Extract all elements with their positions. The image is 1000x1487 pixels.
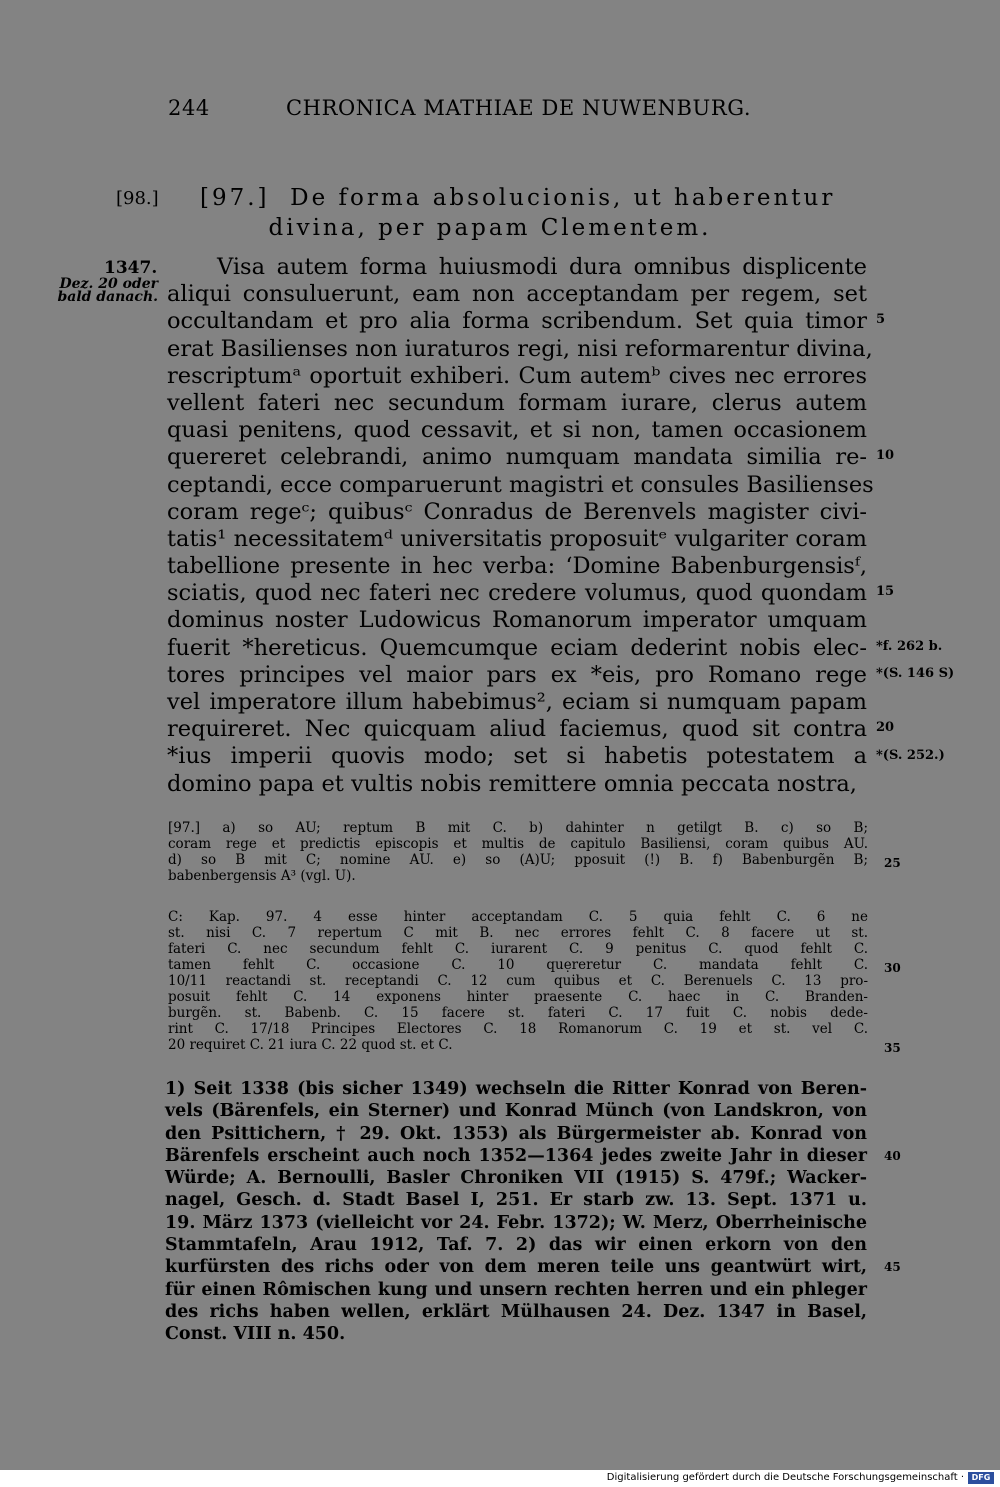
footnote-line: 1) Seit 1338 (bis sicher 1349) wechseln die Ritter Konrad von Beren-	[165, 1079, 867, 1099]
footer-bar	[0, 1470, 1000, 1487]
line-number: *(S. 252.)	[876, 747, 945, 763]
note-line: st. nisi C. 7 repertum C mit B. nec errores fehlt C. 8 facere ut st.	[168, 925, 868, 941]
footnote-line: Bärenfels erscheint auch noch 1352—1364 jedes zweite Jahr in dieser	[165, 1145, 867, 1166]
footnotes	[165, 1078, 867, 1346]
chapter-number-inner: [97.]	[200, 185, 270, 211]
note-line: burgẽn. st. Babenb. C. 15 facere st. fateri C. 17 fuit C. nobis dede-	[168, 1005, 868, 1021]
text-line: vel imperatore illum habebimus², eciam si numquam papam	[167, 689, 867, 715]
footnote-line: für einen Rômischen kung und unsern rechten herren und ein phleger	[165, 1279, 867, 1300]
note-line: posuit fehlt C. 14 exponens hinter praesente C. haec in C. Branden-	[168, 989, 868, 1005]
footnote-line: vels (Bärenfels, ein Sterner) und Konrad Münch (von Landskron, von	[165, 1101, 867, 1122]
main-text	[167, 254, 874, 798]
text-line: sciatis, quod nec fateri nec credere volumus, quod quondam	[167, 580, 867, 607]
running-title: CHRONICA MATHIAE DE NUWENBURG.	[286, 96, 752, 120]
note-line: C: Kap. 97. 4 esse hinter acceptandam C. 5 quia fehlt C. 6 ne	[168, 909, 868, 925]
margin-year: 1347.	[104, 258, 158, 278]
note-line: fateri C. nec secundum fehlt C. iurarent C. 9 penitus C. quod fehlt C.	[168, 941, 868, 957]
text-line: quereret celebrandi, animo numquam mandata similia re-	[167, 444, 867, 471]
line-number: 45	[884, 1260, 901, 1275]
line-number: *(S. 146 S)	[876, 666, 955, 681]
note-line: babenbergensis A³ (vgl. U).	[168, 868, 356, 884]
margin-date-note	[54, 278, 158, 304]
chapter-heading	[200, 183, 870, 243]
page-number: 244	[168, 96, 210, 120]
text-line: requireret. Nec quicquam aliud faciemus, quod sit contra	[167, 716, 867, 743]
note-line: 10/11 reactandi st. receptandi C. 12 cum quibus et C. Berenuels C. 13 pro-	[168, 973, 868, 989]
text-line: tores principes vel maior pars ex *eis, pro Romano rege	[167, 661, 867, 688]
running-head	[168, 96, 751, 120]
margin-date-line1: Dez. 20 oder	[59, 276, 158, 292]
note-line: d) so B mit C; nomine AU. e) so (A)U; pposuit (!) B. f) Babenburgẽn B;	[168, 852, 868, 868]
line-number: 20	[876, 720, 895, 736]
text-line: Visa autem forma huiusmodi dura omnibus displicente	[217, 254, 867, 280]
footnote-line: kurfürsten des richs oder von dem meren teile uns geantwürt wirt,	[165, 1257, 867, 1278]
line-number: 10	[876, 448, 895, 464]
line-number: 40	[884, 1148, 901, 1163]
text-line: ceptandi, ecce comparuerunt magistri et consules Basilienses	[167, 471, 874, 498]
note-line: rint C. 17/18 Principes Electores C. 18 Romanorum C. 19 et st. vel C.	[168, 1021, 868, 1037]
chapter-number-outer: [98.]	[116, 188, 159, 209]
text-line: dominus noster Ludowicus Romanorum imperator umquam	[167, 607, 867, 634]
text-line: erat Basilienses non iuraturos regi, nisi reformarentur divina,	[167, 335, 873, 362]
note-line: tamen fehlt C. occasione C. 10 quẹreretur C. mandata fehlt C.	[168, 957, 868, 973]
line-number: *f. 262 b.	[876, 638, 943, 654]
text-line: tatis¹ necessitatemᵈ universitatis proposuitᵉ vulgariter coram	[167, 525, 867, 552]
note-line: [97.] a) so AU; reptum B mit C. b) dahinter n getilgt B. c) so B;	[168, 820, 868, 836]
text-line: vellent fateri nec secundum formam iurare, clerus autem	[167, 389, 867, 416]
line-number: 35	[884, 1041, 901, 1055]
text-line: quasi penitens, quod cessavit, et si non, tamen occasionem	[167, 417, 867, 444]
footnote-line: den Psittichern, † 29. Okt. 1353) als Bürgermeister ab. Konrad von	[165, 1123, 867, 1144]
text-line: fuerit *hereticus. Quemcumque eciam dederint nobis elec-	[167, 634, 867, 661]
variant-notes-c	[168, 909, 868, 1053]
text-line: *ius imperii quovis modo; set si habetis potestatem a	[167, 743, 867, 770]
text-line: coram regeᶜ; quibusᶜ Conradus de Berenvels magister civi-	[167, 498, 867, 525]
text-line: aliqui consuluerunt, eam non acceptandam per regem, set	[167, 281, 867, 308]
chapter-title-line1: De forma absolucionis, ut haberentur	[290, 185, 836, 211]
note-line: coram rege et predictis episcopis et multis de capitulo Basiliensi, coram quibus AU.	[168, 836, 868, 852]
line-number: 25	[884, 856, 901, 870]
text-line: tabellione presente in hec verba: ‘Domine Babenburgensisᶠ,	[167, 553, 867, 580]
note-line: 20 requiret C. 21 iura C. 22 quod st. et C.	[168, 1037, 453, 1053]
footnote-line: 19. März 1373 (vielleicht vor 24. Febr. 1372); W. Merz, Oberrheinische	[165, 1212, 867, 1233]
footnote-line: Würde; A. Bernoulli, Basler Chroniken VII (1915) S. 479f.; Wacker-	[165, 1168, 867, 1189]
dfg-credit: Digitalisierung gefördert durch die Deutsche Forschungsgemeinschaft ·	[606, 1472, 964, 1483]
footnote-line: Const. VIII n. 450.	[165, 1324, 346, 1345]
line-number: 15	[876, 584, 895, 600]
margin-date-line2: bald danach.	[57, 289, 158, 305]
line-number: 5	[876, 312, 886, 328]
text-line: rescriptumᵃ oportuit exhiberi. Cum autemᵇ cives nec errores	[167, 362, 867, 389]
variant-notes-a	[168, 820, 868, 884]
footnote-line: Stammtafeln, Arau 1912, Taf. 7. 2) das wir einen erkorn von den	[165, 1235, 867, 1256]
dfg-logo: DFG	[968, 1472, 994, 1484]
footnote-line: des richs haben wellen, erklärt Mülhausen 24. Dez. 1347 in Basel,	[165, 1301, 867, 1322]
text-line: occultandam et pro alia forma scribendum. Set quia timor	[167, 308, 867, 335]
line-number: 30	[884, 961, 901, 975]
text-line: domino papa et vultis nobis remittere omnia peccata nostra,	[167, 770, 857, 797]
footnote-line: nagel, Gesch. d. Stadt Basel I, 251. Er starb zw. 13. Sept. 1371 u.	[165, 1190, 867, 1211]
chapter-title-line2: divina, per papam Clementem.	[268, 215, 712, 241]
